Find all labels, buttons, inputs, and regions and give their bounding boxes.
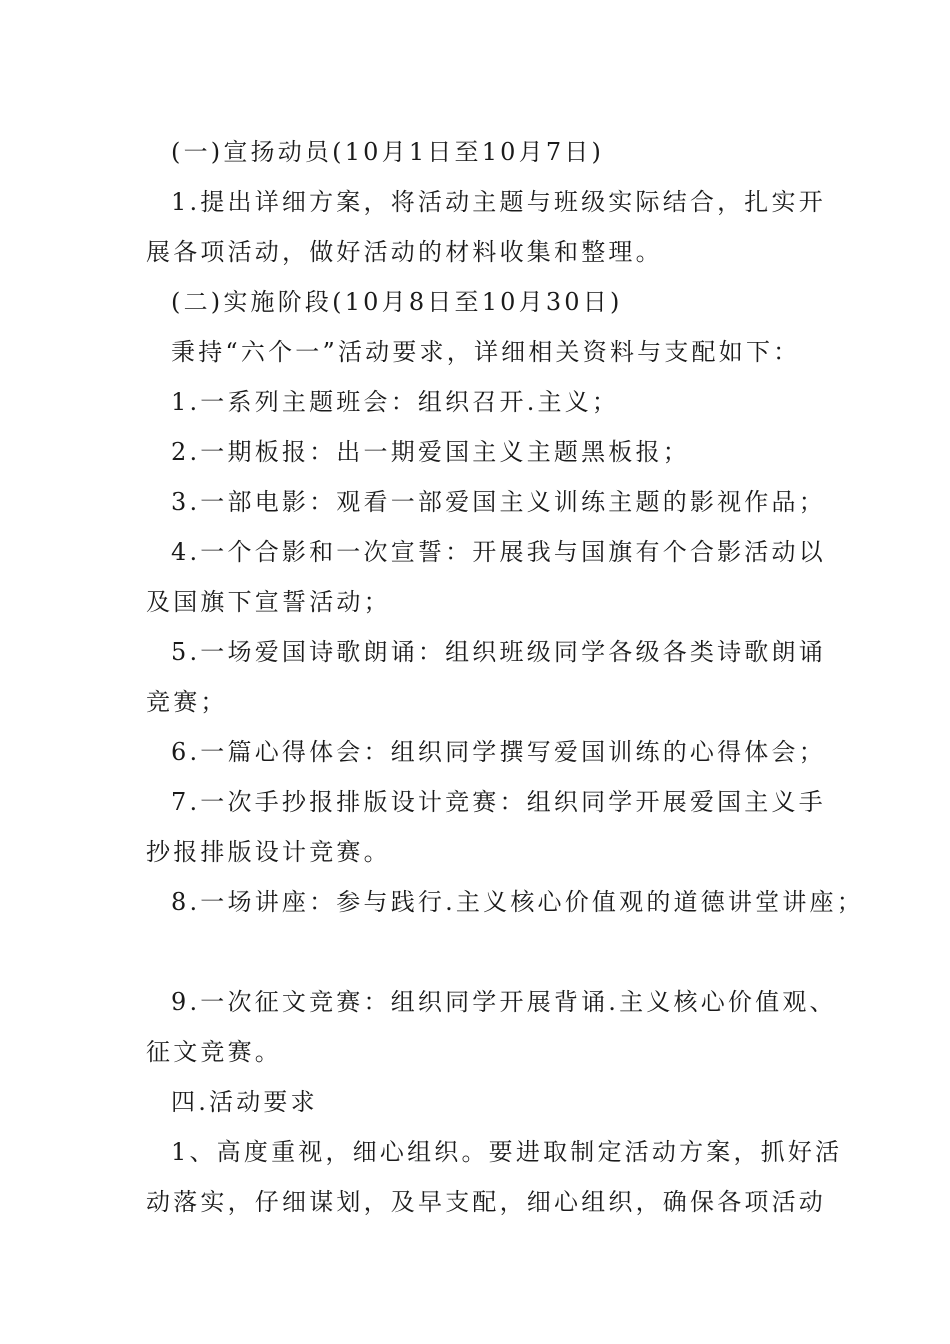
paragraph-line: 1.提出详细方案，将活动主题与班级实际结合，扎实开: [171, 188, 826, 216]
paragraph-line: 1、高度重视，细心组织。要进取制定活动方案，抓好活: [171, 1138, 843, 1166]
list-item: 6.一篇心得体会：组织同学撰写爱国训练的心得体会；: [171, 738, 826, 766]
section-heading-requirements: 四.活动要求: [171, 1088, 318, 1116]
list-item: 9.一次征文竞赛：组织同学开展背诵.主义核心价值观、: [171, 988, 837, 1016]
paragraph-line: 动落实，仔细谋划，及早支配，细心组织，确保各项活动: [146, 1188, 826, 1216]
list-item: 8.一场讲座：参与践行.主义核心价值观的道德讲堂讲座；: [171, 888, 864, 916]
list-item: 4.一个合影和一次宣誓：开展我与国旗有个合影活动以: [171, 538, 826, 566]
list-item: 7.一次手抄报排版设计竞赛：组织同学开展爱国主义手: [171, 788, 826, 816]
list-item: 3.一部电影：观看一部爱国主义训练主题的影视作品；: [171, 488, 826, 516]
paragraph-line: 秉持“六个一”活动要求，详细相关资料与支配如下：: [171, 338, 801, 366]
list-item-continuation: 及国旗下宣誓活动；: [146, 588, 391, 616]
section-heading-mobilization: (一)宣扬动员(10月1日至10月7日): [171, 138, 605, 166]
list-item-continuation: 抄报排版设计竞赛。: [146, 838, 391, 866]
list-item: 5.一场爱国诗歌朗诵：组织班级同学各级各类诗歌朗诵: [171, 638, 826, 666]
list-item-continuation: 竞赛；: [146, 688, 228, 716]
list-item: 2.一期板报：出一期爱国主义主题黑板报；: [171, 438, 690, 466]
section-heading-implementation: (二)实施阶段(10月8日至10月30日): [171, 288, 623, 316]
list-item: 1.一系列主题班会：组织召开.主义；: [171, 388, 620, 416]
list-item-continuation: 征文竞赛。: [146, 1038, 282, 1066]
paragraph-line: 展各项活动，做好活动的材料收集和整理。: [146, 238, 663, 266]
